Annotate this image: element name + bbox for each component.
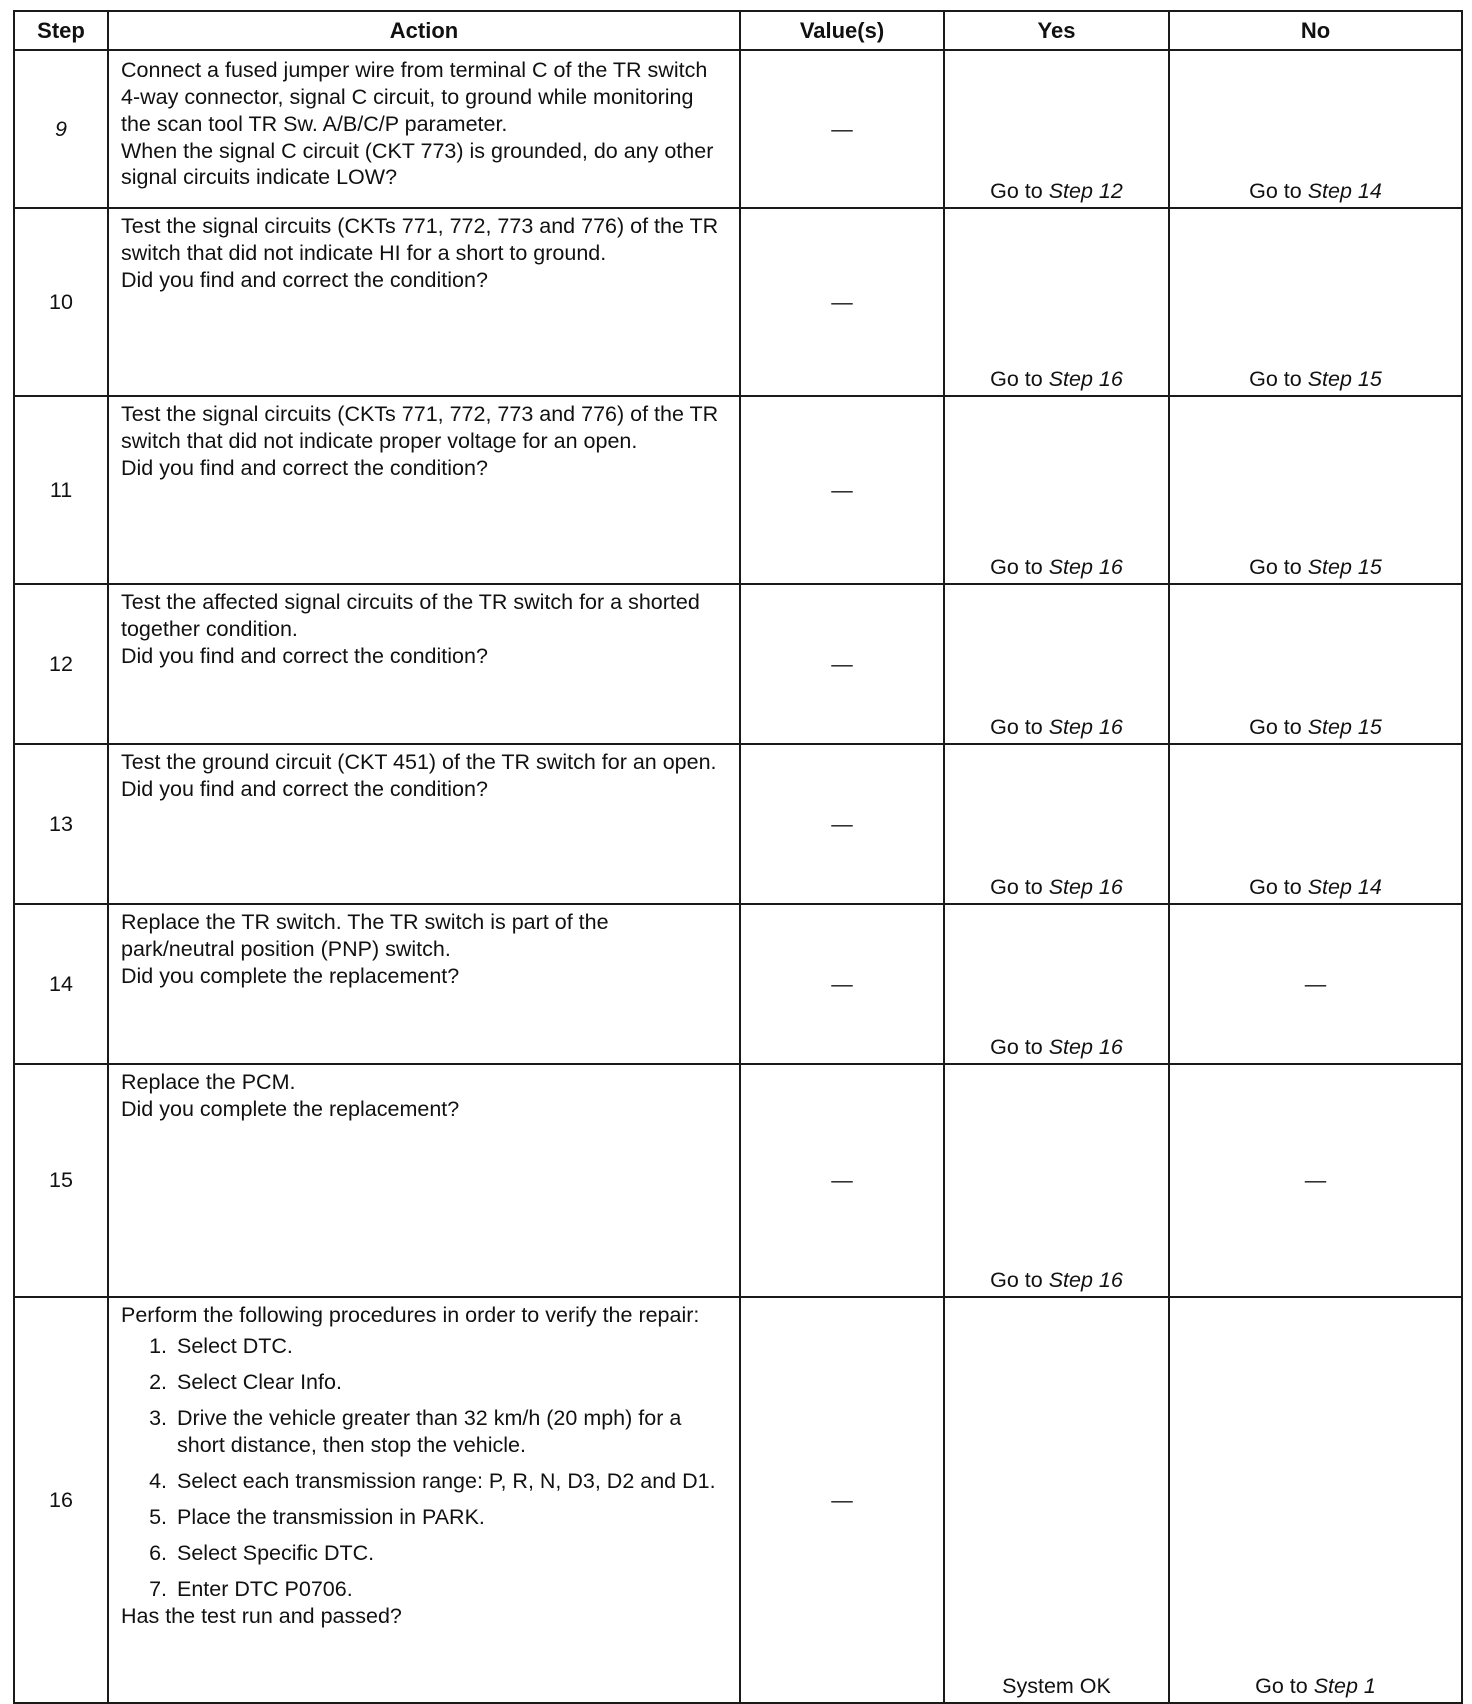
goto-prefix: Go to [1249,875,1308,899]
header-step: Step [14,11,108,50]
value-cell: — [740,1297,944,1703]
table-row [14,904,1462,1064]
no-cell [1169,1297,1462,1703]
yes-cell [944,396,1169,584]
table-row [14,744,1462,904]
goto-prefix: Go to [990,367,1049,391]
action-question: When the signal C circuit (CKT 773) is grounded, do any other signal circuits indicate LOW? [121,139,714,189]
procedure-step: 4. Select each transmission range: P, R, N, D3, D2 and D1. [173,1468,727,1495]
action-question: Did you find and correct the condition? [121,456,488,480]
goto-step-link: Step 16 [1048,875,1123,899]
goto-step-link: Step 12 [1048,179,1123,203]
action-question: Did you find and correct the condition? [121,268,488,292]
action-question: Did you find and correct the condition? [121,644,488,668]
step-number: 9 [14,50,108,208]
step-number: 10 [14,208,108,396]
procedure-list [121,1333,727,1603]
header-no: No [1169,11,1462,50]
no-cell [1169,396,1462,584]
table-row [14,50,1462,208]
value-cell: — [740,1064,944,1297]
goto-step-link: Step 16 [1048,555,1123,579]
goto-step-link: Step 16 [1048,1035,1123,1059]
action-cell [108,1297,740,1703]
no-cell: — [1169,904,1462,1064]
action-question: Did you find and correct the condition? [121,777,488,801]
yes-cell [944,744,1169,904]
action-cell [108,584,740,744]
goto-prefix: Go to [1249,555,1308,579]
goto-prefix: Go to [990,875,1049,899]
procedure-step: 1. Select DTC. [173,1333,727,1360]
goto-step-link: Step 14 [1307,179,1382,203]
no-cell [1169,584,1462,744]
table-row [14,396,1462,584]
header-values: Value(s) [740,11,944,50]
goto-step-link: Step 16 [1048,1268,1123,1292]
action-text: Replace the TR switch. The TR switch is part of the park/neutral position (PNP) switch. [121,910,609,961]
action-question: Did you complete the replacement? [121,1097,460,1121]
value-cell: — [740,744,944,904]
goto-step-link: Step 16 [1048,715,1123,739]
goto-prefix: Go to [990,1035,1049,1059]
yes-cell [944,904,1169,1064]
header-row [14,11,1462,50]
header-action: Action [108,11,740,50]
value-cell: — [740,396,944,584]
step-number: 16 [14,1297,108,1703]
goto-step-link: Step 15 [1307,715,1382,739]
goto-prefix: Go to [990,555,1049,579]
action-cell [108,1064,740,1297]
action-text: Connect a fused jumper wire from terminal C of the TR switch 4-way connector, signal C circuit, to ground while monitoring the scan tool TR Sw. A/B/C/P parameter. [121,58,708,136]
value-cell: — [740,50,944,208]
step-number: 11 [14,396,108,584]
yes-cell [944,208,1169,396]
action-cell [108,50,740,208]
action-cell [108,744,740,904]
table-row [14,1297,1462,1703]
action-text: Test the signal circuits (CKTs 771, 772, 773 and 776) of the TR switch that did not indicate proper voltage for an open. [121,402,719,453]
procedure-step: 6. Select Specific DTC. [173,1540,727,1567]
step-number: 13 [14,744,108,904]
goto-prefix: Go to [1249,179,1308,203]
action-text: Test the ground circuit (CKT 451) of the TR switch for an open. [121,750,717,774]
action-cell [108,904,740,1064]
action-text: Test the signal circuits (CKTs 771, 772, 773 and 776) of the TR switch that did not indicate HI for a short to ground. [121,214,719,265]
yes-cell [944,584,1169,744]
step-number: 12 [14,584,108,744]
action-question: Has the test run and passed? [121,1604,402,1628]
table-row [14,208,1462,396]
procedure-step: 7. Enter DTC P0706. [173,1576,727,1603]
action-text: Replace the PCM. [121,1070,296,1094]
action-cell [108,396,740,584]
step-number: 15 [14,1064,108,1297]
yes-cell [944,50,1169,208]
action-text: Perform the following procedures in order to verify the repair: [121,1303,700,1327]
diagnostic-table [13,10,1463,1704]
step-number: 14 [14,904,108,1064]
procedure-step: 3. Drive the vehicle greater than 32 km/h (20 mph) for a short distance, then stop the vehicle. [173,1405,727,1459]
no-cell [1169,208,1462,396]
yes-cell [944,1064,1169,1297]
value-cell: — [740,584,944,744]
table-row [14,584,1462,744]
goto-prefix: Go to [1249,715,1308,739]
table-row [14,1064,1462,1297]
procedure-step: 5. Place the transmission in PARK. [173,1504,727,1531]
goto-step-link: Step 15 [1307,367,1382,391]
action-question: Did you complete the replacement? [121,964,460,988]
goto-step-link: Step 15 [1307,555,1382,579]
yes-cell: System OK [944,1297,1169,1703]
action-text: Test the affected signal circuits of the TR switch for a shorted together condition. [121,590,700,641]
value-cell: — [740,208,944,396]
no-cell [1169,744,1462,904]
goto-prefix: Go to [990,715,1049,739]
goto-prefix: Go to [990,179,1049,203]
no-cell: — [1169,1064,1462,1297]
action-cell [108,208,740,396]
goto-prefix: Go to [1255,1674,1314,1698]
value-cell: — [740,904,944,1064]
goto-prefix: Go to [1249,367,1308,391]
procedure-step: 2. Select Clear Info. [173,1369,727,1396]
goto-step-link: Step 16 [1048,367,1123,391]
goto-prefix: Go to [990,1268,1049,1292]
goto-step-link: Step 1 [1313,1674,1376,1698]
header-yes: Yes [944,11,1169,50]
goto-step-link: Step 14 [1307,875,1382,899]
no-cell [1169,50,1462,208]
